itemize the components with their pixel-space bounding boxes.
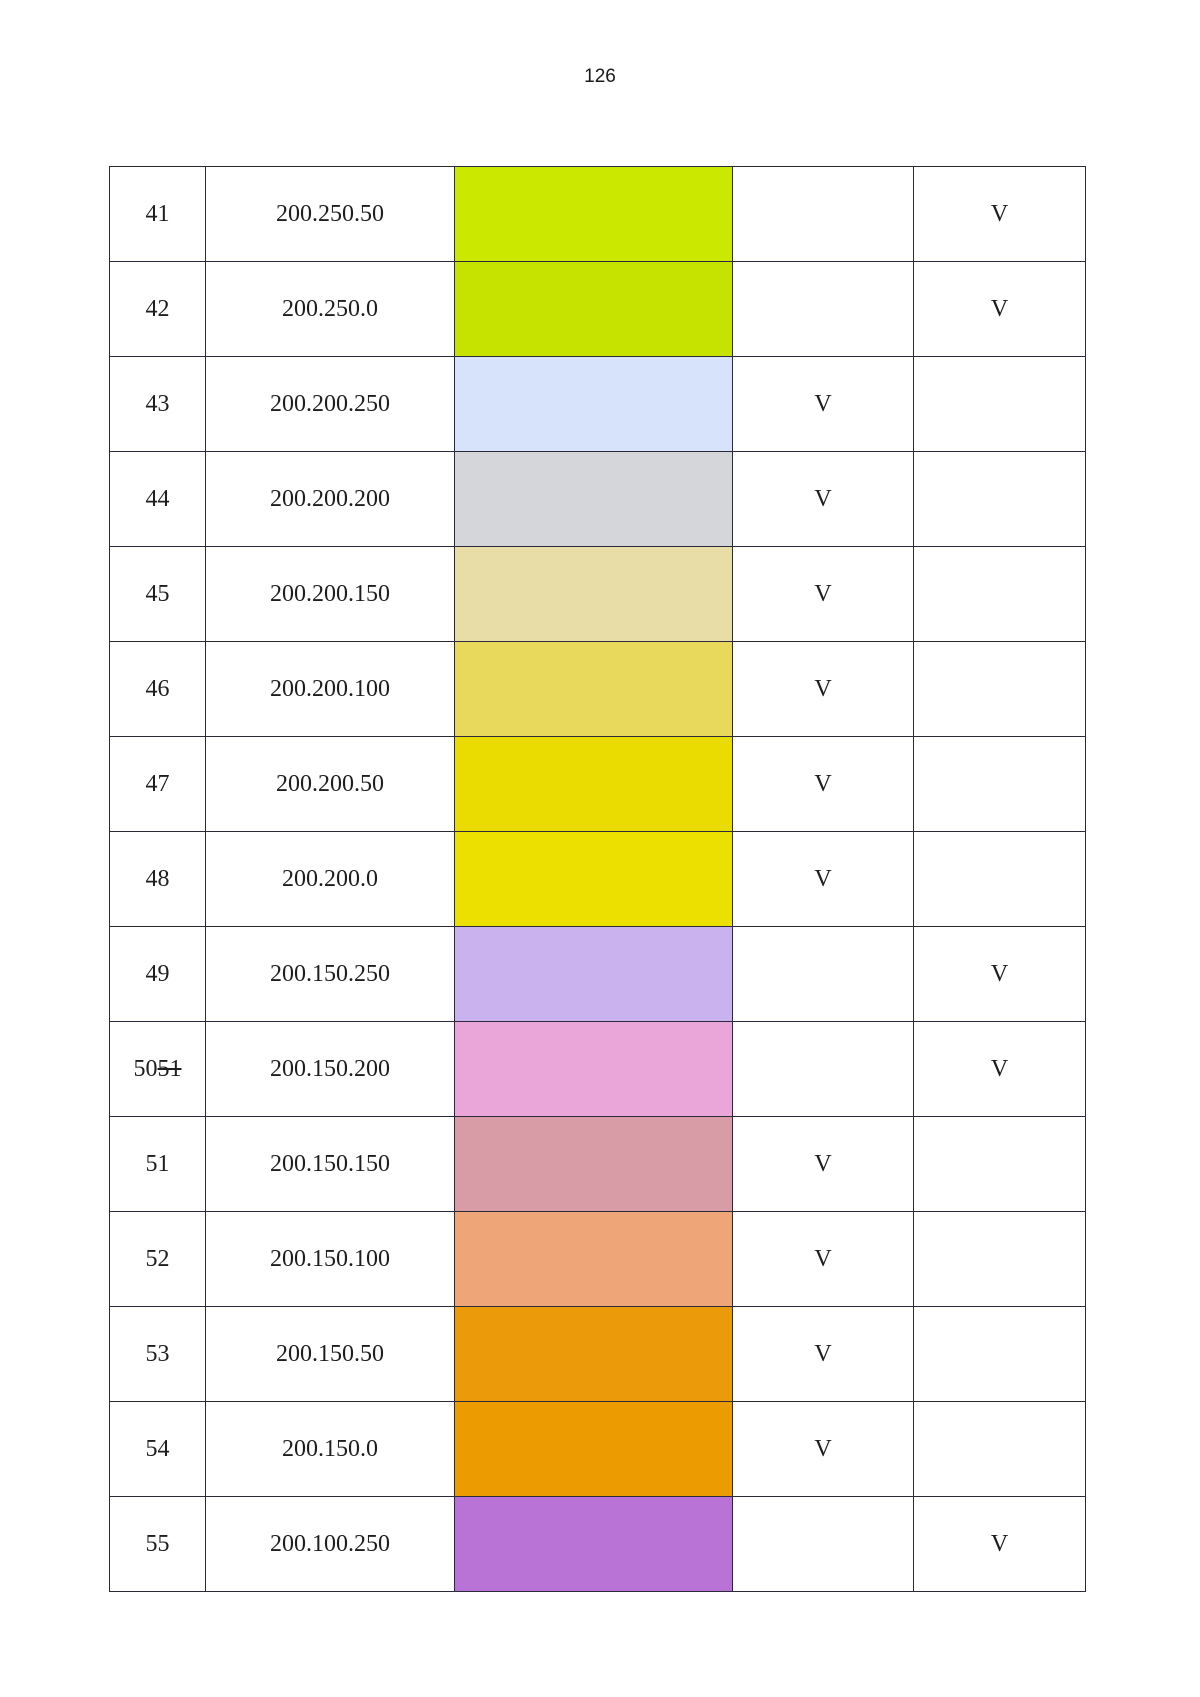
color-swatch <box>455 642 733 737</box>
rgb-value: 200.100.250 <box>206 1497 455 1592</box>
rgb-value: 200.150.0 <box>206 1402 455 1497</box>
row-number: 49 <box>145 960 170 987</box>
row-number-cell <box>110 1402 206 1497</box>
mark-column-b <box>914 1307 1086 1402</box>
mark-column-a <box>733 167 914 262</box>
color-swatch <box>455 927 733 1022</box>
row-number-cell <box>110 927 206 1022</box>
color-swatch <box>455 1307 733 1402</box>
mark-column-b <box>914 1117 1086 1212</box>
rgb-value: 200.150.150 <box>206 1117 455 1212</box>
rgb-value: 200.200.50 <box>206 737 455 832</box>
mark-column-b <box>914 1212 1086 1307</box>
mark-column-a <box>733 1497 914 1592</box>
row-number: 55 <box>145 1530 170 1557</box>
color-swatch <box>455 167 733 262</box>
color-swatch <box>455 737 733 832</box>
mark-column-b: V <box>914 1022 1086 1117</box>
mark-column-a <box>733 927 914 1022</box>
table-row <box>110 547 1086 642</box>
table-row <box>110 927 1086 1022</box>
rgb-value: 200.200.250 <box>206 357 455 452</box>
row-number-cell <box>110 832 206 927</box>
row-number: 54 <box>145 1435 170 1462</box>
mark-column-b: V <box>914 1497 1086 1592</box>
table-row <box>110 737 1086 832</box>
mark-column-b: V <box>914 167 1086 262</box>
mark-column-a: V <box>733 1402 914 1497</box>
row-number: 46 <box>145 675 170 702</box>
row-number: 48 <box>145 865 170 892</box>
row-number: 41 <box>145 200 170 227</box>
row-number-cell <box>110 1022 206 1117</box>
rgb-value: 200.200.200 <box>206 452 455 547</box>
table-row <box>110 832 1086 927</box>
mark-column-a: V <box>733 547 914 642</box>
mark-column-b <box>914 452 1086 547</box>
row-number: 53 <box>145 1340 170 1367</box>
table-row <box>110 1117 1086 1212</box>
color-swatch <box>455 1497 733 1592</box>
mark-column-b <box>914 547 1086 642</box>
rgb-value: 200.250.0 <box>206 262 455 357</box>
mark-column-a: V <box>733 832 914 927</box>
row-number: 42 <box>145 295 170 322</box>
table-row <box>110 357 1086 452</box>
mark-column-a: V <box>733 1212 914 1307</box>
row-number-cell <box>110 452 206 547</box>
color-swatch <box>455 262 733 357</box>
row-number: 50 <box>133 1055 158 1082</box>
rgb-value: 200.150.250 <box>206 927 455 1022</box>
rgb-value: 200.200.0 <box>206 832 455 927</box>
mark-column-b <box>914 357 1086 452</box>
table-row <box>110 1022 1086 1117</box>
color-swatch-table <box>109 166 1086 1592</box>
rgb-value: 200.200.100 <box>206 642 455 737</box>
row-number-cell <box>110 262 206 357</box>
table-row <box>110 1212 1086 1307</box>
mark-column-a <box>733 262 914 357</box>
color-swatch <box>455 1117 733 1212</box>
mark-column-a: V <box>733 737 914 832</box>
color-swatch <box>455 357 733 452</box>
row-number-cell <box>110 547 206 642</box>
page-number: 126 <box>584 66 616 87</box>
mark-column-a: V <box>733 452 914 547</box>
mark-column-b <box>914 642 1086 737</box>
row-number-cell <box>110 357 206 452</box>
row-number: 43 <box>145 390 170 417</box>
rgb-value: 200.250.50 <box>206 167 455 262</box>
row-number-cell <box>110 167 206 262</box>
mark-column-b <box>914 737 1086 832</box>
mark-column-a: V <box>733 1117 914 1212</box>
mark-column-a <box>733 1022 914 1117</box>
color-swatch <box>455 1402 733 1497</box>
row-number-cell <box>110 1497 206 1592</box>
row-number-cell <box>110 737 206 832</box>
color-swatch <box>455 1022 733 1117</box>
table-row <box>110 167 1086 262</box>
rgb-value: 200.150.50 <box>206 1307 455 1402</box>
row-number-cell <box>110 1307 206 1402</box>
mark-column-a: V <box>733 357 914 452</box>
row-number-cell <box>110 642 206 737</box>
mark-column-b: V <box>914 927 1086 1022</box>
row-number: 47 <box>145 770 170 797</box>
row-number: 52 <box>145 1245 170 1272</box>
table-row <box>110 262 1086 357</box>
mark-column-b <box>914 832 1086 927</box>
color-swatch <box>455 452 733 547</box>
table-row <box>110 1307 1086 1402</box>
table-row <box>110 1402 1086 1497</box>
row-number-cell <box>110 1212 206 1307</box>
color-swatch <box>455 832 733 927</box>
row-number: 51 <box>145 1150 170 1177</box>
table-row <box>110 642 1086 737</box>
color-swatch <box>455 1212 733 1307</box>
mark-column-a: V <box>733 1307 914 1402</box>
table-row <box>110 452 1086 547</box>
color-swatch <box>455 547 733 642</box>
rgb-value: 200.150.200 <box>206 1022 455 1117</box>
rgb-value: 200.200.150 <box>206 547 455 642</box>
mark-column-b <box>914 1402 1086 1497</box>
rgb-value: 200.150.100 <box>206 1212 455 1307</box>
mark-column-b: V <box>914 262 1086 357</box>
row-number: 45 <box>145 580 170 607</box>
row-number-cell <box>110 1117 206 1212</box>
table-row <box>110 1497 1086 1592</box>
row-number: 44 <box>145 485 170 512</box>
mark-column-a: V <box>733 642 914 737</box>
struck-row-number: 51 <box>157 1055 182 1082</box>
